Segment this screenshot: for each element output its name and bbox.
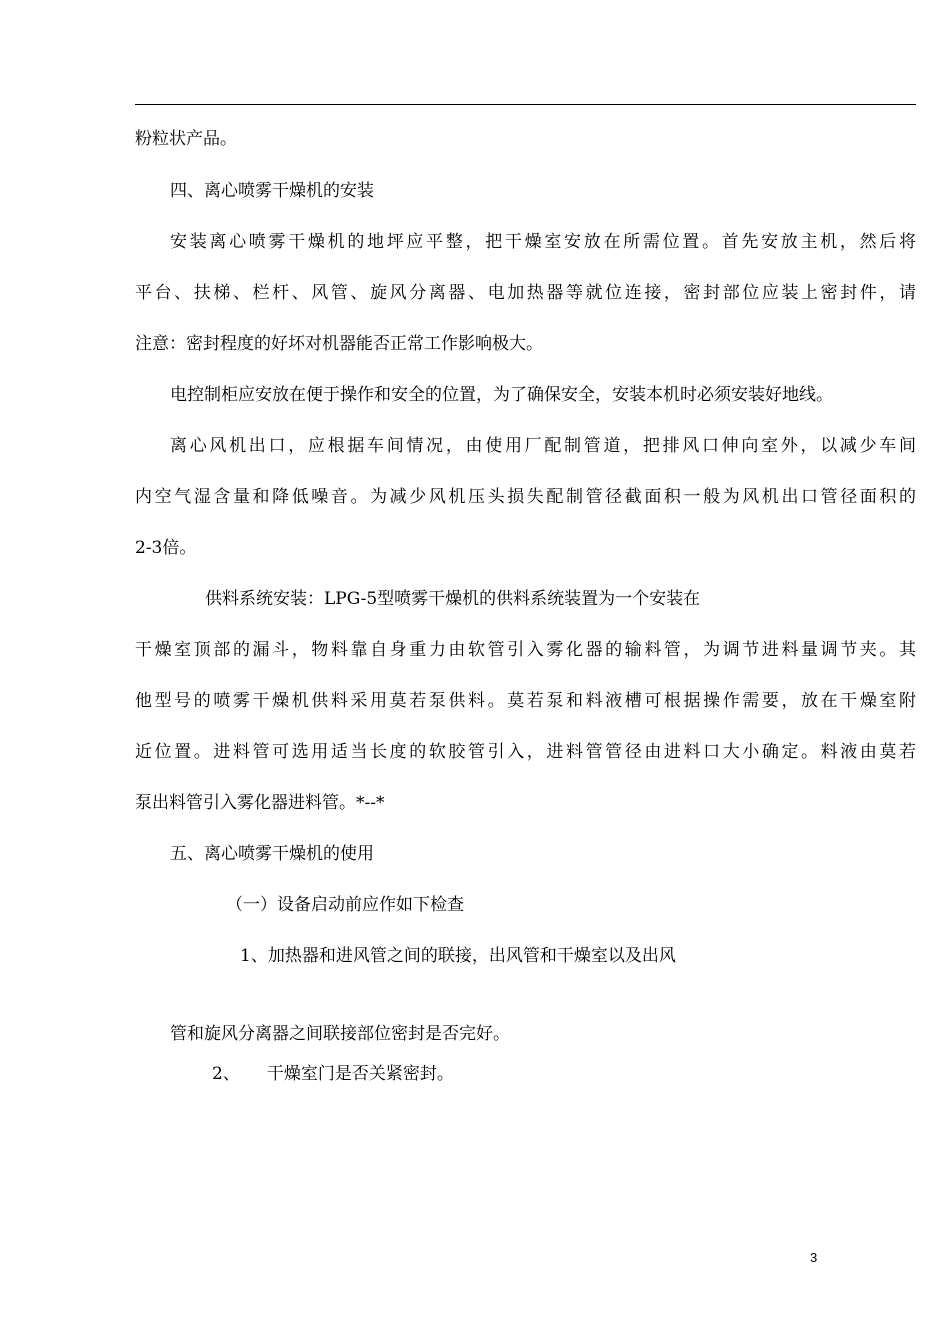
paragraph-line: 粉粒状产品。 [135,129,237,149]
paragraph-line: 安装离心喷雾干燥机的地坪应平整，把干燥室安放在所需位置。首先安放主机，然后将 [170,232,916,252]
paragraph-line: 他型号的喷雾干燥机供料采用莫若泵供料。莫若泵和料液槽可根据操作需要，放在干燥室附 [135,691,916,711]
list-item: 1、加热器和进风管之间的联接，出风管和干燥室以及出风 [240,946,676,966]
paragraph-line: 泵出料管引入雾化器进料管。*--* [135,793,385,813]
list-item: 2、 干燥室门是否关紧密封。 [212,1064,454,1084]
paragraph-line: 离心风机出口，应根据车间情况，由使用厂配制管道，把排风口伸向室外，以减少车间 [170,436,916,456]
paragraph-line: 近位置。进料管可选用适当长度的软胶管引入，进料管管径由进料口大小确定。料液由莫若 [135,742,916,762]
paragraph-line: 注意：密封程度的好坏对机器能否正常工作影响极大。 [135,334,543,354]
paragraph-line: 干燥室顶部的漏斗，物料靠自身重力由软管引入雾化器的输料管，为调节进料量调节夹。其 [135,640,916,660]
subsection-heading: （一）设备启动前应作如下检查 [226,895,464,915]
section-heading-usage: 五、离心喷雾干燥机的使用 [170,844,374,864]
paragraph-line: 供料系统安装：LPG-5型喷雾干燥机的供料系统装置为一个安装在 [205,589,701,609]
section-heading-installation: 四、离心喷雾干燥机的安装 [170,181,374,201]
list-item-continuation: 管和旋风分离器之间联接部位密封是否完好。 [170,1024,510,1044]
paragraph-line: 电控制柜应安放在便于操作和安全的位置，为了确保安全，安装本机时必须安装好地线。 [170,385,833,405]
paragraph-line: 2-3倍。 [135,538,197,558]
paragraph-line: 平台、扶梯、栏杆、风管、旋风分离器、电加热器等就位连接，密封部位应装上密封件，请 [135,283,916,303]
page-number: 3 [810,1250,818,1265]
paragraph-line: 内空气湿含量和降低噪音。为减少风机压头损失配制管径截面积一般为风机出口管径面积的 [135,487,916,507]
header-rule [135,104,916,105]
